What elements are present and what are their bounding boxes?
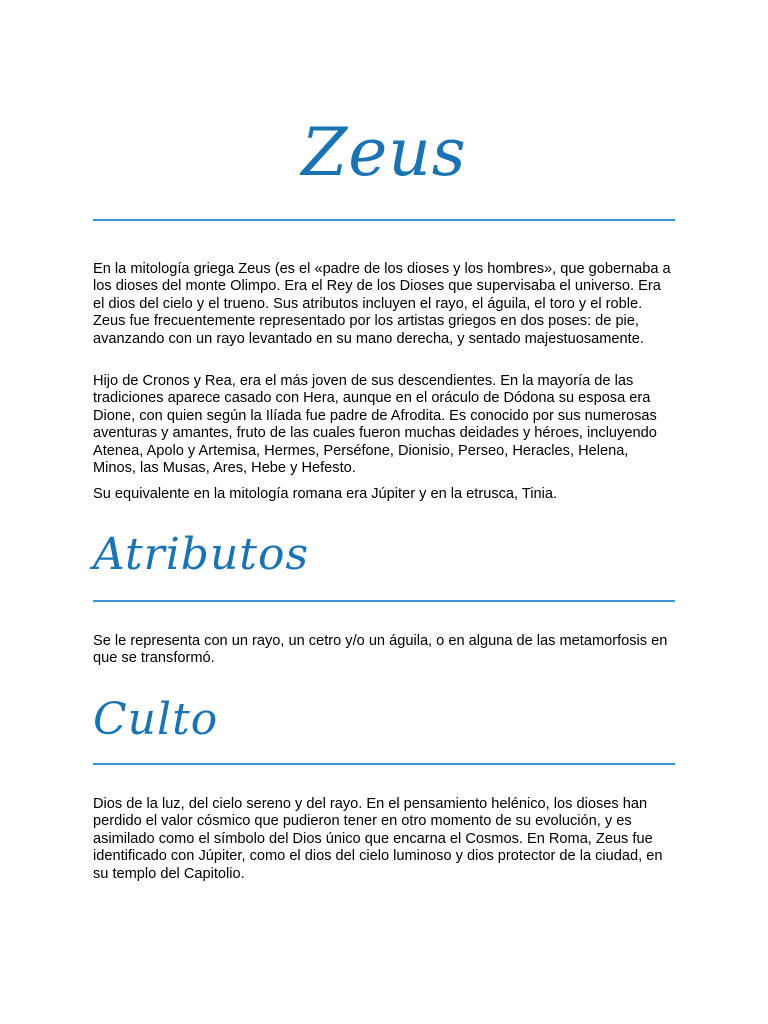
atributos-divider: [93, 600, 675, 602]
intro-paragraph: En la mitología griega Zeus (es el «padre de los dioses y los hombres», que gobernaba a los dioses del monte Olimpo. Era el Rey de los Dioses que supervisaba el universo. Era el dios del cielo y el trueno. Sus atributos incluyen el rayo, el águila, el toro y el roble. Zeus fue frecuentemente representado por los artistas griegos en dos poses: de pie, avanzando con un rayo levantado en su mano derecha, y sentado majestuosamente.: [93, 261, 671, 347]
section-heading-atributos: Atributos: [93, 529, 310, 580]
atributos-paragraph: Se le representa con un rayo, un cetro y/o un águila, o en alguna de las metamorfosis en que se transformó.: [93, 633, 668, 667]
section-heading-culto: Culto: [93, 694, 219, 745]
title-divider: [93, 219, 675, 221]
roman-equivalent-paragraph: Su equivalente en la mitología romana era Júpiter y en la etrusca, Tinia.: [93, 486, 558, 502]
culto-divider: [93, 763, 675, 765]
lineage-paragraph: Hijo de Cronos y Rea, era el más joven de sus descendientes. En la mayoría de las tradiciones aparece casado con Hera, aunque en el oráculo de Dódona su esposa era Dione, con quien según la Ilíada fue padre de Afrodita. Es conocido por sus numerosas aventuras y amantes, fruto de las cuales fueron muchas deidades y héroes, incluyendo Atenea, Apolo y Artemisa, Hermes, Perséfone, Dionisio, Perseo, Heracles, Helena, Minos, las Musas, Ares, Hebe y Hefesto.: [93, 373, 657, 477]
culto-paragraph: Dios de la luz, del cielo sereno y del rayo. En el pensamiento helénico, los dioses han perdido el valor cósmico que pudieron tener en otro momento de su evolución, y es asimilado como el símbolo del Dios único que encarna el Cosmos. En Roma, Zeus fue identificado con Júpiter, como el dios del cielo luminoso y dios protector de la ciudad, en su templo del Capitolio.: [93, 796, 663, 882]
page-title: Zeus: [301, 114, 467, 191]
